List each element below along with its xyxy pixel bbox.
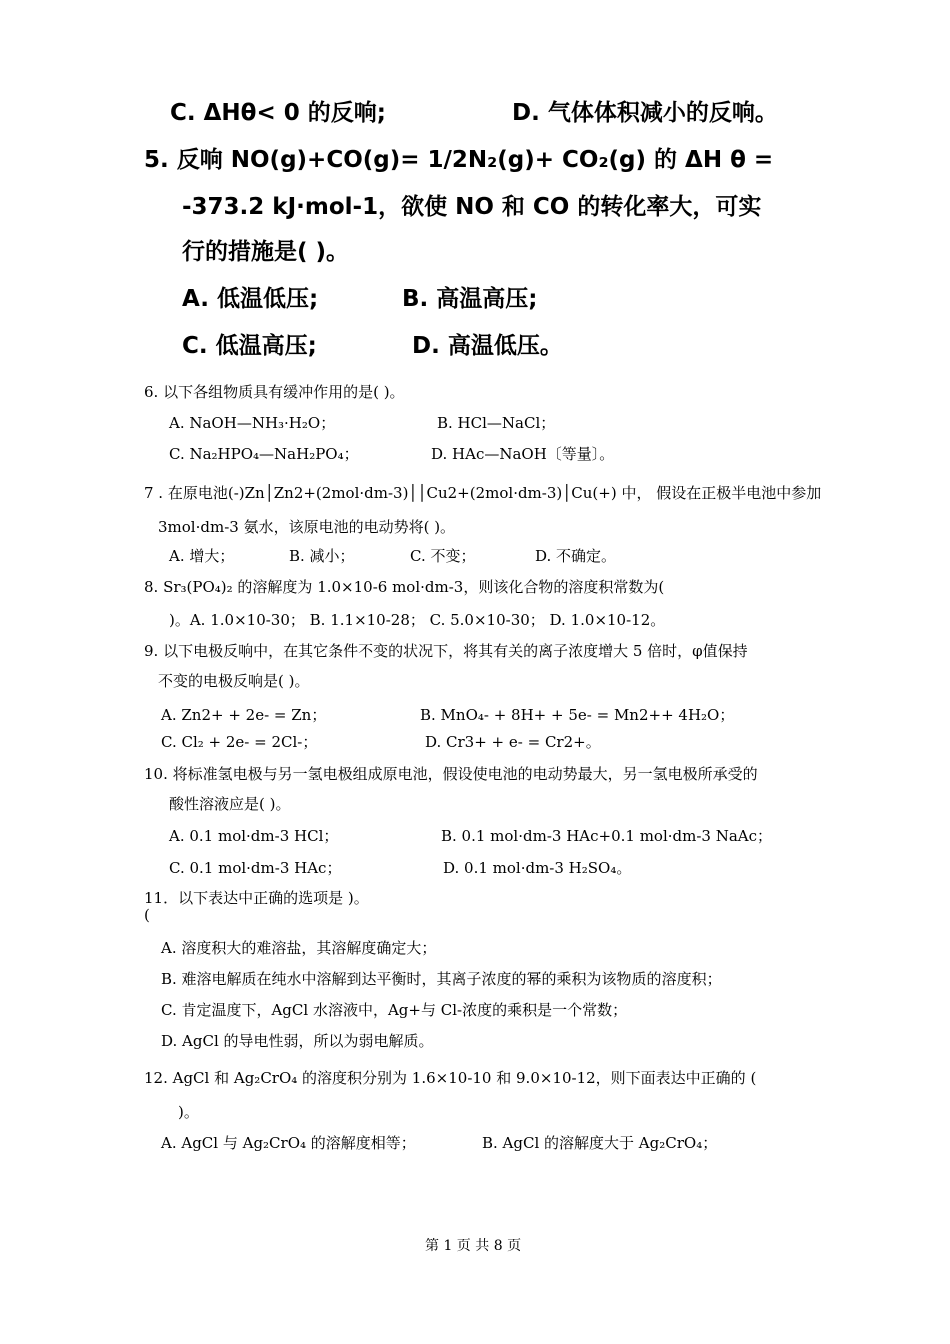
q10-stem-line1: 10. 将标准氢电极与另一氢电极组成原电池，假设使电池的电动势最大，另一氢电极所承受的 (144, 765, 758, 783)
q7-option-b: B. 减小； (289, 547, 355, 565)
q9-option-a: A. Zn2+ + 2e- = Zn； (161, 706, 327, 724)
q5-option-d: D. 高温低压。 (412, 333, 563, 359)
q8-stem-line2: )。A. 1.0×10-30； B. 1.1×10-28； C. 5.0×10-30； D. 1.0×10-12。 (169, 611, 666, 629)
q5-option-c: C. 低温高压; (182, 333, 317, 359)
q11-option-a: A. 溶度积大的难溶盐，其溶解度确定大； (161, 939, 437, 957)
q12-stem-line1: 12. AgCl 和 Ag₂CrO₄ 的溶度积分别为 1.6×10-10 和 9.0×10-12，则下面表达中正确的 ( (144, 1069, 757, 1087)
q7-stem-line2: 3mol·dm-3 氨水，该原电池的电动势将( )。 (158, 518, 456, 536)
q9-stem-line2: 不变的电极反响是( )。 (158, 672, 310, 690)
q5-stem-line1: 5. 反响 NO(g)+CO(g)= 1/2N₂(g)+ CO₂(g) 的 ΔH θ = (144, 147, 774, 173)
q6-stem: 6. 以下各组物质具有缓冲作用的是( )。 (144, 383, 405, 401)
q11-option-c: C. 肯定温度下，AgCl 水溶液中，Ag+与 Cl-浓度的乘积是一个常数； (161, 1001, 628, 1019)
q11-option-d: D. AgCl 的导电性弱，所以为弱电解质。 (161, 1032, 434, 1050)
q7-option-a: A. 增大； (169, 547, 235, 565)
q9-option-c: C. Cl₂ + 2e- = 2Cl-； (161, 733, 318, 751)
q11-stem-line2: ( (144, 906, 150, 924)
q12-option-b: B. AgCl 的溶解度大于 Ag₂CrO₄； (482, 1134, 718, 1152)
q10-option-d: D. 0.1 mol·dm-3 H₂SO₄。 (443, 859, 632, 877)
q4-option-c: C. ΔHθ< 0 的反响; (170, 100, 386, 126)
q11-stem-line1: 11．以下表达中正确的选项是 )。 (144, 889, 369, 907)
q6-option-b: B. HCl—NaCl； (437, 414, 556, 432)
q7-stem-line1: 7 . 在原电池(-)Zn│Zn2+(2mol·dm-3)││Cu2+(2mol·dm-3)│Cu(+) 中， 假设在正极半电池中参加 (144, 484, 822, 502)
q5-stem-line2: -373.2 kJ·mol-1，欲使 NO 和 CO 的转化率大，可实 (182, 194, 762, 220)
q9-option-b: B. MnO₄- + 8H+ + 5e- = Mn2++ 4H₂O； (420, 706, 735, 724)
q12-stem-line2: )。 (178, 1103, 199, 1121)
q5-option-a: A. 低温低压; (182, 286, 319, 312)
q10-option-b: B. 0.1 mol·dm-3 HAc+0.1 mol·dm-3 NaAc； (441, 827, 773, 845)
q8-stem-line1: 8. Sr₃(PO₄)₂ 的溶解度为 1.0×10-6 mol·dm-3，则该化合物的溶度积常数为( (144, 578, 665, 596)
q12-option-a: A. AgCl 与 Ag₂CrO₄ 的溶解度相等； (161, 1134, 416, 1152)
q10-option-c: C. 0.1 mol·dm-3 HAc； (169, 859, 342, 877)
q6-option-d: D. HAc—NaOH〔等量〕。 (431, 445, 615, 463)
q6-option-a: A. NaOH—NH₃·H₂O； (169, 414, 336, 432)
page-footer: 第 1 页 共 8 页 (425, 1238, 522, 1254)
q4-option-d: D. 气体体积减小的反响。 (512, 100, 778, 126)
q10-option-a: A. 0.1 mol·dm-3 HCl； (169, 827, 339, 845)
q5-option-b: B. 高温高压; (402, 286, 538, 312)
q7-option-c: C. 不变； (410, 547, 476, 565)
q9-stem-line1: 9. 以下电极反响中，在其它条件不变的状况下，将其有关的离子浓度增大 5 倍时，φ值保持 (144, 642, 748, 660)
q9-option-d: D. Cr3+ + e- = Cr2+。 (425, 733, 601, 751)
q11-option-b: B. 难溶电解质在纯水中溶解到达平衡时，其离子浓度的幂的乘积为该物质的溶度积； (161, 970, 722, 988)
q10-stem-line2: 酸性溶液应是( )。 (169, 795, 291, 813)
q7-option-d: D. 不确定。 (535, 547, 617, 565)
q6-option-c: C. Na₂HPO₄—NaH₂PO₄； (169, 445, 359, 463)
q5-stem-line3: 行的措施是( )。 (182, 239, 350, 265)
